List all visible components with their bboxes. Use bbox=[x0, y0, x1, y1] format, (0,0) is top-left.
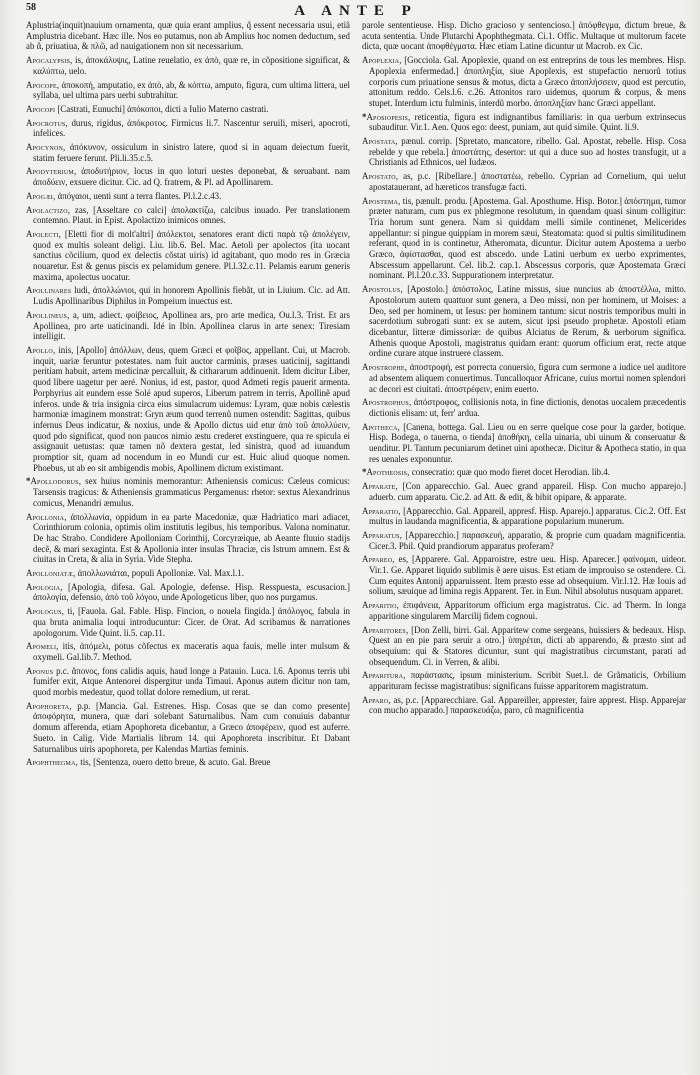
entry-definition: as, p.c. [Ribellare.] ἀποστατέω, rebello. Cyprian ad Cornelium, qui uelut apostatauerant, ad hæreticos transfugæ facti. bbox=[369, 171, 686, 192]
entry-definition: [Gocciola. Gal. Apoplexie, quand on est entreprins de tous les membres. Hisp. Apoplexia enfermedad.] ἀποπληξία, siue Apoplexis, est stupefactio neruorũ totius corporis cum priuatione sensus & motus, dicta a Græco ἀποπλήσσειν, quod est percutio, attonitum reddo. Cels.l.6. c.26. Attonitos raro uidemus, quorum & corpus, & mens stupet. Interdum ictu fulminis, interdũ morbo. ἀποπληξίαν hanc Græci appellant. bbox=[369, 55, 686, 108]
entry-headword: Apocopi bbox=[26, 103, 56, 114]
page-number: 58 bbox=[26, 2, 36, 13]
dictionary-entry bbox=[362, 284, 686, 359]
dictionary-entry bbox=[362, 196, 686, 282]
dictionary-entry bbox=[362, 20, 686, 52]
entry-definition: παράστασις, ipsum ministerium. Scribit Suet.l. de Grãmaticis, Orbilium apparituram fecisse magistratibus: significans fuisse apparitorem magistratum. bbox=[369, 670, 686, 692]
dictionary-entry bbox=[362, 467, 686, 478]
dictionary-entry bbox=[26, 142, 350, 163]
entry-headword: Apollineus, bbox=[26, 309, 70, 320]
dictionary-entry bbox=[362, 55, 686, 109]
dictionary-entry bbox=[26, 476, 350, 508]
dictionary-entry bbox=[26, 205, 350, 226]
dictionary-entry bbox=[362, 600, 686, 621]
entry-marker: * bbox=[362, 111, 367, 122]
entry-definition: [Apologia, difesa. Gal. Apologie, defense. Hisp. Resspuesta, escusacion.] ἀπολογία, defensio, ἀπὸ τοῦ λόγου, unde Apologeticus liber, quo nos purgamus. bbox=[33, 581, 350, 603]
entry-headword: Apostrophus, bbox=[362, 397, 412, 408]
dictionary-entry bbox=[26, 80, 350, 101]
entry-definition: [Canena, bottega. Gal. Lieu ou en serre quelque cose pour la garder, botique. Hisp. Bodega, o tauerna, o tienda] ἀποθήκη, cella uinaria, ubi uinum & conseruatur & uenditur. Pl. Tantum pecuniarum detinet uini apothecæ. Dicitur & Apotheca statio, in qua res uenales exponuntur. bbox=[369, 421, 686, 464]
entry-headword: Apparitio, bbox=[362, 600, 400, 611]
entry-definition: [Eletti fior di molt'altri] ἀπόλεκτοι, senatores erant dicti παρὰ τῷ ἀπολέγειν, quod ex multis soleant deligi. Liu. lib.6. Bel. Mac. Aetoli per apolectos (ita uocant sanctius cõcilium, quod ex delectis cõstat uiris) id agitabant, quo modo res in Græcia nouaretur. Est & genus piscis ex pelamidum genere. Pl.l.32.c.11. Pelamis earum generis maxima, apolectus uocatur. bbox=[33, 228, 350, 282]
running-head-title: A ANTE P bbox=[294, 3, 418, 19]
entry-definition: ἀπόστροφος, collisionis nota, in fine dictionis, denotas uocalem præcedentis dictionis elisam: ut, ferr' ardua. bbox=[369, 397, 686, 418]
dictionary-entry bbox=[26, 310, 350, 342]
entry-headword: Apolloniatæ, bbox=[26, 568, 76, 579]
dictionary-entry bbox=[26, 20, 350, 52]
dictionary-entry bbox=[26, 666, 350, 698]
entry-definition: ἀποστροφή, est porrecta conuersio, figura cum sermone a iudice uel auditore ad absentem aliquem conuertimus. Tuncalloquor Africane, cuius mortui nomen splendori ac decori est ciuitati. ἀποστρέφειν, enim euerto. bbox=[369, 362, 686, 394]
dictionary-entry bbox=[362, 481, 686, 502]
entry-headword: Apollonia, bbox=[26, 511, 67, 522]
entry-headword: Apocope, bbox=[26, 79, 60, 90]
dictionary-entry bbox=[362, 530, 686, 551]
entry-headword: Apomeli, bbox=[26, 641, 59, 652]
entry-headword: Apostolus, bbox=[362, 284, 403, 295]
entry-definition: durus, rigidus, ἀπόκροτος. Firmicus li.7. Nascentur seruili, miseri, apocroti, infelices. bbox=[33, 117, 350, 139]
dictionary-entry bbox=[362, 171, 686, 192]
dictionary-entry bbox=[26, 229, 350, 283]
entry-headword: Apparitores, bbox=[362, 624, 409, 635]
dictionary-entry bbox=[362, 397, 686, 418]
dictionary-entry bbox=[26, 191, 350, 202]
entry-headword: Apologia, bbox=[26, 581, 63, 592]
entry-definition: sex huius nominis memorantur: Atheniensis comicus: Cæleus comicus: Tarsensis tragicus: & Atheniensis grammaticus Pergamenus: rhetor: sextus Alexandrinus comicus, Menandri æmulus. bbox=[33, 476, 350, 508]
entry-headword: Apostata, bbox=[362, 136, 398, 147]
entry-definition: zas, [Asseltare co calci] ἀπολακτίζω, calcibus inuado. Per translationem contemno. Plaut. in Epist. Apolactizo inimicos omnes. bbox=[33, 204, 350, 226]
entry-definition: parole sententieuse. Hisp. Dicho gracioso y sentencioso.] ἀπόφθεγμα, dictum breue, & acuta sententia. Unde Plutarchi Apophthegmata. Ci.1. Offic. Multaque ut multorum facete dicta, quæ uocant ἀποφθέγματα. Hæc etiam Latine dicuntur ut Macrob. ex Cic. bbox=[362, 20, 686, 52]
entry-definition: Aplustria(inquit)nauium ornamenta, quæ quia erant amplius, q̃ essent necessaria usui, etiã Amplustria dicebant. Hæc ille. Nos eo putamus, non ab Amplius hoc nomen deductum, sed ab ἄ, priuatiua, & πλῶ, ad nauigationem non sit necessarium. bbox=[26, 20, 350, 52]
entry-definition: tis, [Sentenza, ouero detto breue, & acuto. Gal. Breue bbox=[80, 757, 271, 768]
entry-headword: Apogæi, bbox=[26, 190, 56, 201]
dictionary-entry bbox=[26, 582, 350, 603]
entry-definition: consecratio: quæ quo modo fieret docet Herodian. lib.4. bbox=[411, 467, 610, 478]
dictionary-entry bbox=[362, 625, 686, 668]
dictionary-entry bbox=[26, 606, 350, 638]
dictionary-entry bbox=[26, 568, 350, 579]
entry-headword: Apotheosis, bbox=[366, 467, 410, 478]
entry-definition: ἀποδυτήριον, locus in quo loturi uestes deponebat, & seruabant. nam ἀποδύειν, exsuere dicitur. Cic. ad Q. fratrem, & Pl. ad Apollinarem. bbox=[33, 166, 350, 188]
dictionary-entry bbox=[362, 670, 686, 691]
dictionary-entry bbox=[26, 104, 350, 115]
entry-definition: ti, [Fauola. Gal. Fable. Hisp. Fincion, o nouela fingida.] ἀπόλογος, fabula in qua bruta animalia loqui introducuntur: Cicer. de Orat. Ad scribamus & narrationes apologorum. Vide Quint. li.5. cap.11. bbox=[33, 606, 350, 638]
dictionary-entry bbox=[26, 701, 350, 755]
entry-headword: Apparate, bbox=[362, 481, 398, 492]
entry-definition: ἀπόκυνον, ossiculum in sinistro latere, quod si in aquam deiectum fuerit, statim feruere ferunt. Pli.li.35.c.5. bbox=[33, 142, 350, 163]
entry-definition: is, ἀποκάλυψις, Latine reuelatio, ex ἀπὸ, quæ re, in cõpositione significat, & καλύπτω, uelo. bbox=[33, 55, 350, 76]
entry-headword: Apophoreta, bbox=[26, 700, 72, 711]
entry-definition: itis, ἀπόμελι, potus cõfectus ex maceratis aqua fauis, melle inter mulsum & oxymeli. Gal.lib.7. Method. bbox=[33, 641, 350, 662]
entry-headword: Apodyterium, bbox=[26, 166, 77, 177]
entry-marker: * bbox=[362, 467, 367, 478]
entry-definition: [Apparecchio. Gal. Appareil, appresf. Hisp. Aparejo.] apparatus. Cic.2. Off. Est multus in laudanda magnificentia, & apparatione popularium munerum. bbox=[369, 505, 686, 527]
entry-definition: ἀπολλωνία, oppidum in ea parte Macedoniæ, quæ Hadriatico mari adiacet, Corinthiorum colonia, optimis olim institutis legibus, his temporibus. Valona nominatur. De hac Strabo. Condidere Apolloniam Corinthij, Corcyræique, ab Aeante fluuio stadijs decẽ, & mari sexaginta. Est & Apollonia inter insulas Thraciæ, cis Istrum amnem. Est & ciuitas in Creta, & alia in Syria. Vide Stepha. bbox=[33, 511, 350, 565]
entry-definition: as, p.c. [Apparecchiare. Gal. Appareiller, apprester, faire apprest. Hisp. Apparejar con mucho apparado.] παρασκευάζω, paro, cũ magnificentia bbox=[369, 694, 686, 716]
text-columns bbox=[26, 20, 686, 1060]
entry-headword: Apollodorus, bbox=[30, 476, 82, 487]
entry-headword: Apollo, bbox=[26, 344, 56, 355]
entry-headword: Apolactizo, bbox=[26, 204, 71, 215]
dictionary-entry bbox=[26, 512, 350, 566]
dictionary-entry bbox=[362, 695, 686, 716]
dictionary-entry bbox=[362, 136, 686, 168]
entry-definition: ἀπόγαιοι, uenti sunt a terra flantes. Pl.l.2.c.43. bbox=[57, 190, 222, 201]
entry-definition: tis, pænult. produ. [Apostema. Gal. Aposthume. Hisp. Botor.] ἀπόστημα, tumor præter naturam, cum pus ex phlegmone resolutum, in quendam quasi sinum colligitur: Tria horum sunt genera. Nam si quiddam melli simile continenet, Melicerides appellantur: si pingue quippiam in morem sæui, Steatomata: quod si pultis similitudinem referant, quod in is continetur, Atheromata, dicuntur. Dicitur autem Apostema a uerbo Græco, ἀφίστασθαι, quod est abscedo. unde Latini uerbum ex uerbo exprimentes, Abscessum appellarunt. Cel. lib.2. cap.1. Abscessus corporis, quæ Apostemata Græci nominant. Pl.l.20.c.33. Suppurationem interpretatur. bbox=[369, 195, 686, 281]
dictionary-entry bbox=[26, 757, 350, 768]
dictionary-entry bbox=[26, 166, 350, 187]
left-column bbox=[26, 20, 350, 1060]
entry-definition: ludi, ἀπολλώνιοι, qui in honorem Apollinis fiebãt, ut in Liuium. Cic. ad Att. Ludis Apollinaribus Diphilus in Pompeium inuectus est. bbox=[33, 285, 350, 307]
dictionary-entry bbox=[26, 345, 350, 473]
entry-headword: Apoplexia, bbox=[362, 55, 402, 66]
entry-headword: Apparo, bbox=[362, 694, 391, 705]
dictionary-entry bbox=[362, 112, 686, 133]
entry-definition: p.c. ἄπονος, fons calidis aquis, haud longe a Patauio. Luca. l.6. Aponus terris ubi fumifer exit, Atque Antenorei dispergitur unda Timaui. Aponus autem dicitur non tam, quod morbis medeatur, quod tollat dolore remedium, ut rerat. bbox=[33, 665, 350, 698]
entry-definition: inis, [Apollo] ἀπόλλων, deus, quem Græci et φοῖβος, appellant. Cui, ut Macrob. inquit, uariæ feruntur potestates. nam fuit auctor carminis, præses uaticinij, sagittandi peritiam habuit, artem medicinæ percalluit, & cithararum addinuenit. Idem dicitur Liber, quod libere uagetur per aeré. Nonius, id est, pastor, quod Admeti regis pauerit armenta. Porphyrius ait eundem esse Solé apud superos, Liberum patrem in terris, Apollinẽ apud inferos. unde & tria insignia circa eius simulacrum uidemus: Lyram, quæ nobis cælestis harmoniæ imaginem monstrat: Gryn æum quod terrenũ numen ostendit: Sagittas, quibus infernus Deus indicatur, & noxius, unde & Apollo dictus uid etur ἀπὸ τοῦ ἀπολλύειν, quod pdo significat, quod non paucos nimio æstu crederet exstinguere, qua re spicula ei assignauit uetustas: quæ tamen nõ dextera gestat, led sinistra, quod ad iuuandum promptior sit, quam ad nocendum in eo Mundi cur est. Huic aliud quoque nomen. Phoebus, ut ab eo sit ambigendis mobis, Apollinem dictum existimant. bbox=[33, 344, 350, 473]
entry-definition: [Con apparecchio. Gal. Auec grand appareil. Hisp. Con mucho apparejo.] aduerb. cum apparatu. Cic.2. ad Att. & edit, & bibit opipare, & apparate. bbox=[369, 481, 686, 502]
entry-headword: Apocalypsis, bbox=[26, 55, 73, 66]
entry-headword: Apostema, bbox=[362, 195, 401, 206]
entry-headword: Apparitura, bbox=[362, 670, 406, 681]
entry-headword: Aponus bbox=[26, 665, 54, 676]
dictionary-entry bbox=[362, 506, 686, 527]
right-column bbox=[362, 20, 686, 1060]
entry-headword: Appareo, bbox=[362, 554, 395, 565]
entry-definition: ἀποκοπή, amputatio, ex ἀπὸ, ab, & κόπτω, amputo, figura, cum ultima littera, uel syllaba, uel ultima pars uerbi subtrahitur. bbox=[33, 79, 350, 101]
entry-headword: Apocrotus, bbox=[26, 117, 68, 128]
entry-definition: [Don Zelli, birri. Gal. Apparitew come sergeans, huissiers & bedeaux. Hisp. Quest an en pie para seruir a otro.] ὑπηρέται, dicti ab apparendo, & præsto sint ad obsequium: qui & Statores dicuntur, sunt qui magistratibus circumstant, parati ad obsequendum. Ci. in Verren, & alibi. bbox=[369, 624, 686, 667]
dictionary-entry bbox=[362, 422, 686, 465]
entry-definition: ἀπολλωνιάται, populi Apolloniæ. Val. Max.l.1. bbox=[77, 568, 244, 579]
entry-definition: [Apparecchio.] παρασκευή, apparatio, & proprie cum quadam magnificentia. Cicer.3. Phil. Quid prandiorum apparatus proferam? bbox=[369, 529, 686, 551]
entry-definition: reticentia, figura est indignantibus familiaris: in qua uerbum extrinsecus subauditur. Vir.1. Aen. Quos ego: deest, puniam, aut quid simile. Quint. li.9. bbox=[369, 111, 686, 133]
entry-definition: a, um, adiect. φοίβειος, Apollinea ars, pro arte medica, Ou.l.3. Trist. Et ars Apollinea, pro arte uaticinandi. Idé in Ibin. Apollinea clarus in arte senex: Tiresiam intelligit. bbox=[33, 309, 350, 342]
entry-headword: Apocynon, bbox=[26, 142, 66, 153]
dictionary-entry bbox=[26, 285, 350, 306]
dictionary-entry bbox=[362, 362, 686, 394]
entry-marker: * bbox=[26, 476, 31, 487]
entry-definition: ἐπιφάνεια, Apparitorum officium erga magistratus. Cic. ad Therm. In longa apparitione singularem Marcilij fidem cognoui. bbox=[369, 600, 686, 621]
dictionary-entry bbox=[362, 554, 686, 597]
entry-headword: Apparatio, bbox=[362, 505, 401, 516]
entry-headword: Apollinares bbox=[26, 285, 72, 296]
entry-headword: Apostato, bbox=[362, 171, 399, 182]
dictionary-entry bbox=[26, 118, 350, 139]
running-head bbox=[26, 2, 686, 20]
entry-headword: Apparatus, bbox=[362, 529, 403, 540]
entry-headword: Apotheca, bbox=[362, 421, 401, 432]
entry-headword: Aposiopesis, bbox=[366, 111, 411, 122]
dictionary-entry bbox=[26, 55, 350, 76]
entry-definition: [Castrati, Eunuchi] ἀπόκοποι, dicti a Iulio Materno castrati. bbox=[57, 103, 269, 114]
entry-definition: pænul. corrip. [Spretato, mancatore, ribello. Gal. Apostat, rebelle. Hisp. Cosa rebelde y que rebela.] ἀποστάτης, desertor: ut qui a duce suo ad hostes transfugit, ut a Christianis ad Ethnicos, uel Iudæos. bbox=[369, 136, 686, 168]
entry-definition: p.p. [Mancia. Gal. Estrenes. Hisp. Cosas que se dan como presente] ἀποφόρητα, munera, quæ dari solebant Saturnalibus. Nam cum conuiuis dabantur domum afferenda, etiam Apophoreta dicebantur, a Græco ἀποφέρειν, quod est auferre. Sueto. in Calig. Vide Martialis librum 14. qui Apophoreta inscribitur. Et Dabant Saturnalibus uiris apophoreta, per Kalendas Martias feminis. bbox=[33, 700, 350, 754]
entry-headword: Apologus, bbox=[26, 606, 65, 617]
entry-headword: Apostrophe, bbox=[362, 362, 408, 373]
entry-headword: Apolecti, bbox=[26, 228, 62, 239]
entry-headword: Apophthegma, bbox=[26, 757, 79, 768]
entry-definition: es, [Apparere. Gal. Apparoistre, estre ueu. Hisp. Aparecer.] φαίνομαι, uideor. Vir.1. Ge. Apparet liquido sublimis ẽ aere uisus. Est etiam de improuiso se ostendere. Ci. Cum equites Antonij apparuissent. Item præsto esse ad obsequium. Vir.l.12. Hæ Iouis ad solium, sæuique ad limina regis Apparent. Ter. in Eun. Nihil absolutus nusquam apparet. bbox=[369, 554, 686, 597]
entry-definition: [Apostolo.] ἀπόστολος, Latine missus, siue nuncius ab ἀποστέλλω, mitto. Apostolorum autem quattuor sunt genera, a Deo missi, non per hominem, ut Moises: a Deo, sed per hominem, ut Iesus: per hominem tantum: sicut nostris temporibus multi in sacerdotium subrogati sunt: ex se autem, sicut ipsi pseudo prophetæ. Apostoli etiam dicebantur, litteræ dimissoriæ: de quibus Alciatus de Rerum, & uerborum significa. Athenis quoque Apostoli, magistratus quidam erant: quorum officium erat, recte atque ordine curare atque instruere classem. bbox=[369, 284, 686, 359]
dictionary-entry bbox=[26, 641, 350, 662]
